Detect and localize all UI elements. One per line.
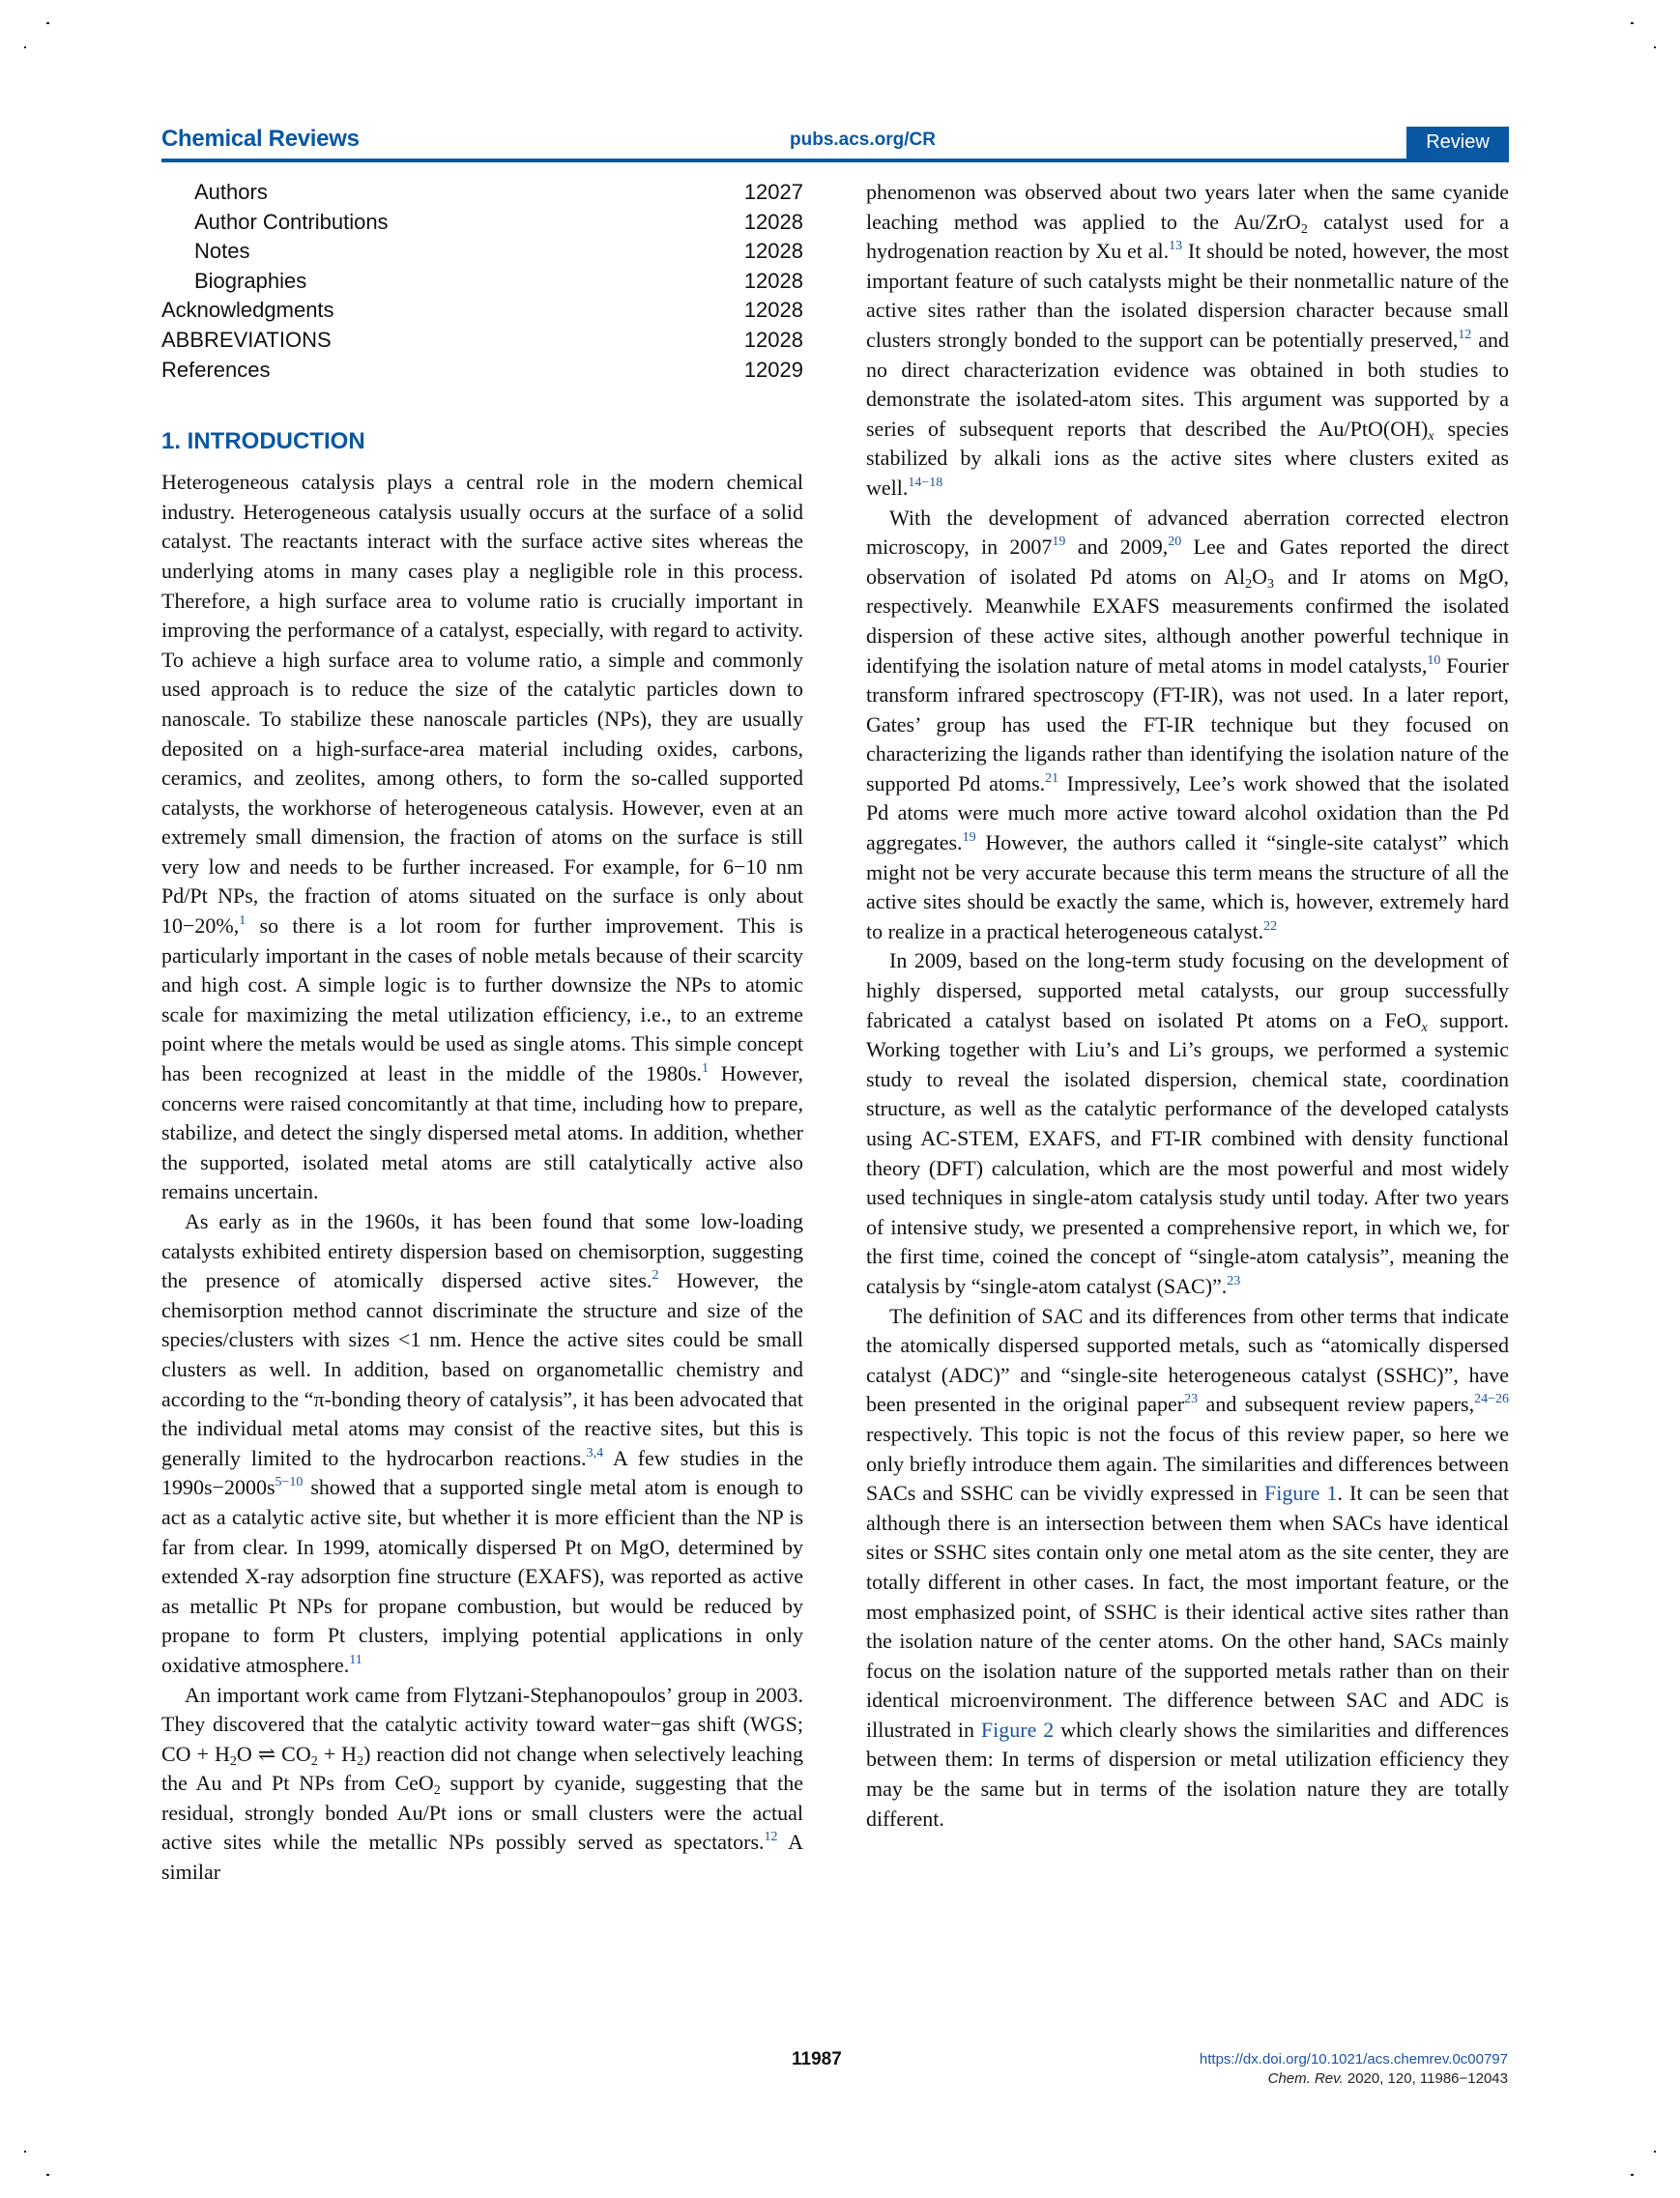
crop-mark (1654, 46, 1656, 48)
paragraph: As early as in the 1960s, it has been found that some low-loading catalysts exhibited entirety dispersion based on chemisorption, suggesting the presence of atomically dispersed active sites.$^2$ However, the chemisorption method cannot discriminate the structure and size of the species/clusters with sizes <1 nm. Hence the active sites could be small clusters as well. In addition, based on organometallic chemistry and according to the “π-bonding theory of catalysis”, it has been advocated that the individual metal atoms may consist of the reactive sites, but this is generally limited to the hydrocarbon reactions.$^{3,4}$ A few studies in the 1990s−2000s$^{5-10}$ showed that a supported single metal atom is enough to act as a catalytic active site, but whether it is more efficient than the NP is far from clear. In 1999, atomically dispersed Pt on MgO, determined by extended X-ray adsorption fine structure (EXAFS), was reported as active as metallic Pt NPs for propane combustion, but would be reduced by propane to form Pt clusters, implying potential applications in only oxidative atmosphere.$^{11}$ (161, 1209, 804, 1677)
citation-line: Chem. Rev. 2020, 120, 11986−12043 (1267, 2070, 1508, 2087)
citation-link[interactable]: 14−18 (908, 475, 943, 490)
figure-2-link[interactable]: Figure 2 (980, 1717, 1055, 1742)
crop-mark (24, 46, 26, 48)
citation-link[interactable]: 12 (1458, 327, 1472, 342)
toc-item-biographies[interactable]: Biographies 12028 (194, 268, 803, 293)
citation-link[interactable]: 22 (1263, 918, 1278, 934)
toc-item-acknowledgments[interactable]: Acknowledgments 12028 (161, 298, 803, 323)
citation-link[interactable]: 23 (1227, 1273, 1241, 1288)
toc-item-authors[interactable]: Authors 12027 (194, 180, 803, 204)
toc-item-author-contributions[interactable]: Author Contributions 12028 (194, 209, 803, 234)
paragraph: Heterogeneous catalysis plays a central role in the modern chemical industry. Heterogeneous catalysis usually occurs at the surface of a solid catalyst. The reactants interact with the surface active sites whereas the underlying atoms in many cases play a negligible role in this process. Therefore, a high surface area to volume ratio is crucially important in improving the performance of a catalyst, especially, with regard to activity. To achieve a high surface area to volume ratio, a simple and commonly used approach is to reduce the size of the catalytic particles down to nanoscale. To stabilize these nanoscale particles (NPs), they are usually deposited on a high-surface-area material including oxides, carbons, ceramics, and zeolites, among others, to form the so-called supported catalysts, the workhorse of heterogeneous catalysis. However, even at an extremely small dimension, the fraction of atoms on the surface is still very low and needs to be further increased. For example, for 6−10 nm Pd/Pt NPs, the fraction of atoms situated on the surface is only about 10−20%,$^1$ so there is a lot room for further improvement. This is particularly important in the cases of noble metals because of their scarcity and high cost. A simple logic is to further downsize the NPs to atomic scale for maximizing the metal utilization efficiency, i.e., to an extreme point where the metals would be used as single atoms. This simple concept has been recognized at least in the middle of the 1980s.$^1$ However, concerns were raised concomitantly at that time, including how to prepare, stabilize, and detect the singly dispersed metal atoms. In addition, whether the supported, isolated metal atoms are still catalytically active also remains uncertain. (161, 470, 803, 1204)
left-column (161, 178, 803, 1888)
doi-link[interactable]: https://dx.doi.org/10.1021/acs.chemrev.0c00797 (1199, 2051, 1508, 2068)
table-of-contents (161, 178, 803, 385)
right-column (866, 178, 1509, 1834)
crop-mark (1631, 2174, 1634, 2176)
citation-link[interactable]: 12 (764, 1830, 778, 1845)
paragraph: With the development of advanced aberration corrected electron microscopy, in 2007$^{19}$ and 2009,20 Lee and Gates reported the direct observation of isolated Pd atoms on $Al_2O_3$ and Ir atoms on MgO, respectively. Meanwhile EXAFS measurements confirmed the isolated dispersion of these active sites, although another powerful technique in identifying the isolation nature of metal atoms in model catalysts,$^{10}$ Fourier transform infrared spectroscopy (FT-IR), was not used. In a later report, Gates’ group has used the FT-IR technique but they focused on characterizing the ligands rather than identifying the isolation nature of the supported Pd atoms.$^{21}$ Impressively, Lee’s work showed that the isolated Pd atoms were much more active toward alcohol oxidation than the Pd aggregates.$^{19}$ However, the authors called it “single-site catalyst” which might not be very accurate because this term means the structure of all the active sites should be exactly the same, which is, however, extremely hard to realize in a practical heterogeneous catalyst.$^{22}$ (866, 505, 1510, 943)
paragraph: An important work came from Flytzani-Stephanopoulos’ group in 2003. They discovered that the catalytic activity toward water−gas shift (WGS; CO + $H_2O$ ⇌ $CO_2 + H_2$) reaction did not change when selectively leaching the Au and Pt NPs from CeO$_2$ support by cyanide, suggesting that the residual, strongly bonded Au/Pt ions or small clusters were the actual active sites while the metallic NPs possibly served as spectators.$^{12}$ A similar (161, 1682, 804, 1885)
journal-site-link[interactable]: pubs.acs.org/CR (790, 130, 936, 150)
toc-item-references[interactable]: References 12029 (161, 357, 803, 382)
journal-name: Chemical Reviews (161, 126, 360, 152)
figure-1-link[interactable]: Figure 1 (1263, 1481, 1338, 1506)
citation-link[interactable]: 5−10 (275, 1475, 304, 1490)
citation-link[interactable]: 2 (652, 1268, 659, 1284)
toc-item-abbreviations[interactable]: ABBREVIATIONS 12028 (161, 327, 803, 352)
citation-link[interactable]: 24−26 (1474, 1392, 1509, 1407)
toc-item-notes[interactable]: Notes 12028 (194, 239, 803, 264)
crop-mark (24, 2151, 26, 2153)
paragraph: phenomenon was observed about two years later when the same cyanide leaching method was applied to the Au/ZrO$_2$ catalyst used for a hydrogenation reaction by Xu et al.$^{13}$ It should be noted, however, the most important feature of such catalysts might be their nonmetallic nature of the active sites rather than the isolated dispersion character because small clusters strongly bonded to the support can be potentially preserved,$^{12}$ and no direct characterization evidence was obtained in both studies to demonstrate the isolated-atom sites. This argument was supported by a series of subsequent reports that described the $Au/PtO(OH)_x$ species stabilized by alkali ions as the active sites where clusters exited as well.$^{14-18}$ (866, 180, 1510, 500)
paragraph: The definition of SAC and its differences from other terms that indicate the atomically dispersed supported metals, such as “atomically dispersed catalyst (ADC)” and “single-site heterogeneous catalyst (SSHC)”, have been presented in the original paper$^{23}$ and subsequent review papers,$^{24-26}$ respectively. This topic is not the focus of this review paper, so here we only briefly introduce them again. The similarities and differences between SACs and SSHC can be vividly expressed in Figure 1. It can be seen that although there is an intersection between them when SACs have identical sites or SSHC sites contain only one metal atom as the site center, they are totally different in other cases. In fact, the most important feature, or the most emphasized point, of SSHC is their identical active sites rather than the isolation nature of the center atoms. On the other hand, SACs mainly focus on the isolation nature of the supported metals rather than on their identical microenvironment. The difference between SAC and ADC is illustrated in Figure 2 which clearly shows the similarities and differences between them: In terms of dispersion or metal utilization efficiency they may be the same but in terms of the isolation nature they are totally different. (866, 1303, 1509, 1831)
crop-mark (1631, 22, 1634, 24)
crop-mark (46, 2174, 49, 2176)
citation-link[interactable]: 19 (1052, 535, 1066, 550)
crop-mark (46, 22, 49, 24)
citation-link[interactable]: 21 (1045, 770, 1059, 786)
citation-link[interactable]: 3,4 (586, 1445, 604, 1461)
citation-link[interactable]: 1 (239, 913, 246, 929)
section-heading: 1. INTRODUCTION (161, 428, 365, 455)
article-type-badge: Review (1406, 127, 1509, 159)
paragraph: In 2009, based on the long-term study focusing on the development of highly dispersed, supported metal catalysts, our group successfully fabricated a catalyst based on isolated Pt atoms on a FeO$_x$ support. Working together with Liu’s and Li’s groups, we performed a systemic study to reveal the isolated dispersion, chemical state, coordination structure, as well as the catalytic performance of the developed catalysts using AC-STEM, EXAFS, and FT-IR combined with density functional theory (DFT) calculation, which are the most powerful and most widely used techniques in single-atom catalysis study until today. After two years of intensive study, we presented a comprehensive report, in which we, for the first time, coined the concept of “single-atom catalysis”, meaning the catalysis by “single-atom catalyst (SAC)”.$^{23}$ (866, 948, 1510, 1298)
citation-link[interactable]: 11 (349, 1652, 362, 1667)
citation-link[interactable]: 10 (1427, 652, 1441, 668)
citation-link[interactable]: 1 (702, 1061, 710, 1077)
page-number: 11987 (792, 2049, 842, 2069)
citation-link[interactable]: 20 (1168, 535, 1182, 550)
crop-mark (1654, 2151, 1656, 2153)
citation-link[interactable]: 19 (962, 830, 976, 846)
running-header (161, 124, 1509, 162)
citation-link[interactable]: 13 (1169, 239, 1183, 254)
citation-link[interactable]: 23 (1184, 1392, 1199, 1407)
